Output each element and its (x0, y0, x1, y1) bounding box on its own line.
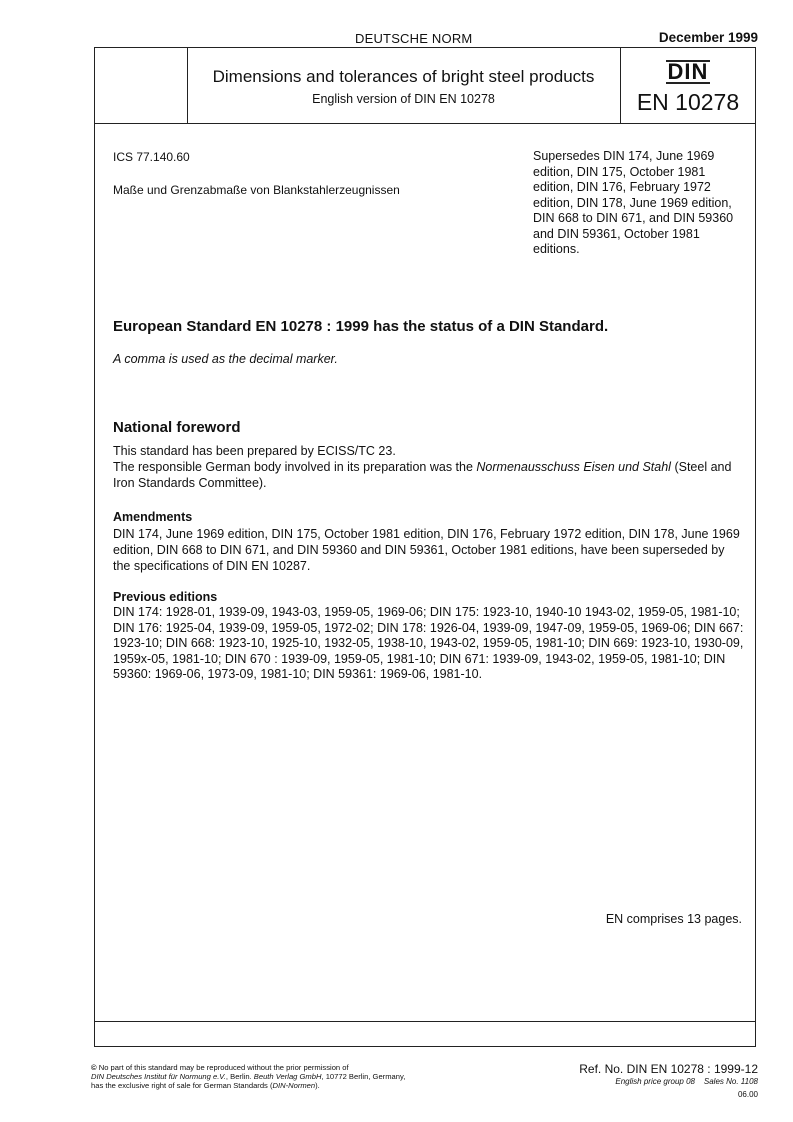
foreword-heading: National foreword (113, 419, 241, 436)
copyright-notice (91, 1063, 511, 1090)
din-logo-text: DIN (667, 59, 709, 84)
reference-number: Ref. No. DIN EN 10278 : 1999-12 (579, 1062, 758, 1076)
din-logo (620, 60, 756, 84)
ics-code: ICS 77.140.60 (113, 150, 190, 164)
previous-editions-heading: Previous editions (113, 590, 218, 604)
document-subtitle: English version of DIN EN 10278 (312, 92, 495, 106)
german-title: Maße und Grenzabmaße von Blankstahlerzeugnissen (113, 183, 400, 197)
standard-number: EN 10278 (636, 89, 740, 115)
decimal-marker-note: A comma is used as the decimal marker. (113, 352, 338, 366)
document-type-label: DEUTSCHE NORM (355, 31, 473, 46)
copyright-icon: © (91, 1063, 97, 1072)
page-count-note: EN comprises 13 pages. (605, 912, 742, 926)
edition-code: 06.00 (737, 1090, 758, 1099)
document-title: Dimensions and tolerances of bright steel products (212, 67, 595, 86)
copyright-din-normen: DIN-Normen (272, 1081, 316, 1090)
copyright-mid: , Berlin. (225, 1072, 254, 1081)
foreword-responsible-body (113, 459, 745, 491)
foreword-prepared: This standard has been prepared by ECISS/TC 23. (113, 444, 396, 458)
responsible-text-after: (Steel and Iron Standards Committee). (113, 460, 732, 490)
previous-editions-text: DIN 174: 1928-01, 1939-09, 1943-03, 1959-05, 1969-06; DIN 175: 1923-10, 1940-10 1943-02, 1959-05, 1981-10; DIN 176: 1925-04, 1939-09, 1959-05, 1972-02; DIN 178: 1926-04, 1939-09, 1947-09, 1959-05, 1969-06; DIN 667: 1923-10; DIN 668: 1923-10, 1925-10, 1932-05, 1938-10, 1943-02, 1959-05, 1981-10; DIN 669: 1923-10, 1930-09, 1959x-05, 1981-10; DIN 670 : 1939-09, 1959-05, 1981-10; DIN 671: 1939-09, 1943-02, 1959-05, 1981-10; DIN 59360: 1969-06, 1973-09, 1981-10; DIN 59361: 1969-06, 1981-10. (113, 605, 744, 681)
sales-number: Sales No. 1108 (703, 1077, 758, 1086)
copyright-line-3: has the exclusive right of sale for German Standards ( (91, 1081, 273, 1090)
amendments-heading: Amendments (113, 510, 193, 524)
status-statement: European Standard EN 10278 : 1999 has the status of a DIN Standard. (113, 318, 609, 335)
amendments-text: DIN 174, June 1969 edition, DIN 175, October 1981 edition, DIN 176, February 1972 edition, DIN 178, June 1969 edition, DIN 668 to DIN 671, and DIN 59360 and DIN 59361, October 1981 editions, have been superseded by the specifications of DIN EN 10287. (113, 527, 740, 573)
price-group: English price group 08 (615, 1077, 695, 1086)
copyright-line-1: No part of this standard may be reproduced without the prior permission of (96, 1063, 349, 1072)
copyright-after-publisher: , 10772 Berlin, Germany, (321, 1072, 406, 1081)
copyright-institute: DIN Deutsches Institut für Normung e.V. (91, 1072, 226, 1081)
price-and-sales (615, 1077, 758, 1086)
publication-date: December 1999 (658, 30, 758, 45)
responsible-body-name: Normenausschuss Eisen und Stahl (476, 460, 671, 474)
header-divider (94, 123, 756, 124)
responsible-text-before: The responsible German body involved in its preparation was the (113, 460, 477, 474)
footer-divider (94, 1021, 756, 1022)
copyright-end: ). (315, 1081, 320, 1090)
copyright-publisher: Beuth Verlag GmbH (253, 1072, 322, 1081)
supersedes-note: Supersedes DIN 174, June 1969 edition, DIN 175, October 1981 edition, DIN 176, February 1972 edition, DIN 178, June 1969 edition, DIN 668 to DIN 671, and DIN 59360 and DIN 59361, October 1981 editions. (533, 149, 734, 256)
